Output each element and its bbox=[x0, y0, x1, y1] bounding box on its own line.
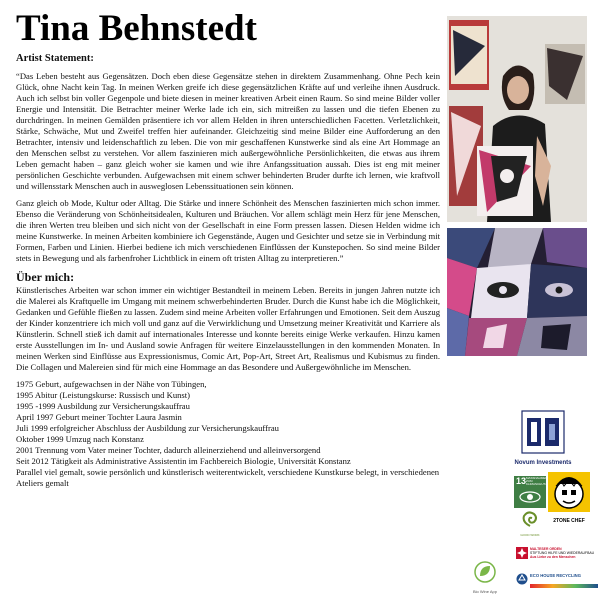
timeline-item: 1995 Abitur (Leistungskurse: Russisch und Kunst) bbox=[16, 390, 191, 400]
novum-label: Novum Investments bbox=[514, 460, 572, 466]
timeline-item: Juli 1999 erfolgreicher Abschluss der Ausbildung zur Versicherungskauffrau bbox=[16, 423, 279, 433]
timeline-item: 1995 -1999 Ausbildung zur Versicherungskauffrau bbox=[16, 401, 190, 411]
two-tone-chef-logo bbox=[546, 472, 592, 522]
statement-heading: Artist Statement: bbox=[16, 53, 94, 64]
maltese-cross-icon bbox=[516, 547, 528, 559]
artist-photo bbox=[447, 16, 587, 222]
about-heading: Über mich: bbox=[16, 270, 75, 284]
bio-wine-label: Bio Wine App bbox=[472, 589, 497, 594]
timeline-item: Seit 2012 Tätigkeit als Administrative Assistentin im Fachbereich Biologie, Universität Konstanz bbox=[16, 456, 351, 466]
malteser-text bbox=[530, 547, 594, 559]
novum-mark-icon bbox=[521, 410, 565, 454]
bio-wine-logo bbox=[470, 560, 500, 594]
recycle-icon bbox=[516, 573, 528, 585]
spiral-logo bbox=[514, 510, 546, 537]
bio-leaf-icon bbox=[474, 560, 496, 584]
timeline-item: Oktober 1999 Umzug nach Konstanz bbox=[16, 434, 144, 444]
sdg-label: MASSNAHMEN ZUM KLIMASCHUTZ bbox=[526, 476, 548, 486]
timeline-item: April 1997 Geburt meiner Tochter Laura Jasmin bbox=[16, 412, 182, 422]
chef-face-icon bbox=[548, 472, 590, 512]
eye-globe-icon bbox=[514, 476, 546, 508]
eco-house-label: ECO HOUSE RECYCLING bbox=[530, 573, 581, 578]
text-column bbox=[16, 52, 440, 489]
spiral-label: GOOD WORK bbox=[520, 533, 540, 537]
statement-paragraph-1: “Das Leben besteht aus Gegensätzen. Doch eben diese Gegensätze stehen in direktem Zusammenhang. Ohne Pech kein Glück, ohne Nacht kein Tag. In meinen Werken greife ich diese gegensätzlichen Kräfte auf und verleihe ihnen Ausdruck. Auch ich selbst bin voller Gegenpole und biete diesen in meiner kreativen Arbeit einen Raum. So sind meine Bilder voller Energie und Intensität. Die Betrachter meiner Werke lade ich ein, sich mitreißen zu lassen und die tiefen Ebenen zu durchdringen. In meinen Gemälden präsentiere ich vor allem Helden in ihren unterschiedlichen Facetten. Verletzlichkeit, Stärke, Schwäche, Mut und Zweifel treffen hier aufeinander. Gleichzeitig sind meine Bilder eine Aufforderung an den Betrachter, intensiv und leidenschaftlich zu leben. Die von mir geschaffenen Kunstwerke sind als eine Art Hommage an den Menschen selbst zu verstehen. Vor allem faszinieren mich außergewöhnliche Persönlichkeiten, die etwas aus ihrem Leben gemacht haben – ganz gleich woher sie kamen und wie ihre Anfangssituation aussah. Dies ist eng mit meiner persönlichen Geschichte verbunden. Aufgewachsen mit einem schwer behinderten Bruder durfte ich lernen, wie kraftvoll und willensstark Menschen auch in ausweglosen Lebenssituationen sein können. bbox=[16, 71, 440, 191]
timeline-item: Parallel viel gemalt, sowie persönlich und künstlerisch weiterentwickelt, verschiedene Kunstkurse belegt, in verschiedenen Ateliers gemalt bbox=[16, 467, 440, 488]
page-title: Tina Behnstedt bbox=[16, 8, 257, 49]
malteser-slogan: Aus Liebe zu den Menschen bbox=[530, 555, 576, 559]
malteser-subtitle: STIFTUNG HILFE UND WIEDERAUFBAU bbox=[530, 551, 595, 555]
artwork-image bbox=[447, 228, 587, 356]
timeline-list bbox=[16, 379, 440, 489]
spiral-icon bbox=[520, 510, 540, 528]
about-paragraph: Künstlerisches Arbeiten war schon immer ein wichtiger Bestandteil in meinem Leben. Bereits in jungen Jahren nutzte ich die Malerei als Kraftquelle im Umgang mit meinem schwerbehinderten Bruder. Durch die Kunst habe ich die Möglichkeit, Gedanken und Gefühle fließen zu lassen. Zudem sind meine Arbeiten voller Erfahrungen und Emotionen. Seit dem Auszug der Kinder konzentriere ich mich voll und ganz auf die Verwirklichung und Umsetzung meiner Kreativität und Karriere als Künstlerin. Schnell stieß ich damit auf internationales Interesse und konnte bereits einige Werke verkaufen. Hinzu kamen erste Ausstellungen im In- und Ausland sowie Anfragen für weitere Einzelausstellungen in den kommenden Monaten. In meinen Werken sind Einflüsse aus Expressionismus, Comic Art, Pop-Art, Street Art, Realismus und Kubismus zu finden. Die Collagen und Malereien sind für mich eine Hommage an das Besondere und Außergewöhnliche im Menschen. bbox=[16, 285, 440, 372]
timeline-item: 1975 Geburt, aufgewachsen in der Nähe von Tübingen, bbox=[16, 379, 207, 389]
eco-house-logo bbox=[516, 570, 600, 594]
sdg-13-badge bbox=[514, 476, 546, 508]
malteser-name: MALTESER ORDEN bbox=[530, 547, 562, 551]
eco-house-bar bbox=[530, 584, 598, 588]
sdg-number: 13 bbox=[516, 476, 527, 486]
timeline-item: 2001 Trennung vom Vater meiner Tochter, dadurch alleinerziehend und alleinversorgend bbox=[16, 445, 321, 455]
statement-paragraph-2: Ganz gleich ob Mode, Kultur oder Alltag. Die Stärke und innere Schönheit des Menschen faszinierten mich schon immer. Ebenso die Veränderung von Schönheitsidealen, Kulturen und Bräuchen. Vor allem schlägt mein Herz für jene Menschen, die ihren Werten treu bleiben und sich nicht von der Gesellschaft in eine Form pressen lassen. Diesen Helden widme ich meine Kunstwerke. In meinen Arbeiten kombiniere ich Gegenstände, Augen und Gesichter und setze sie in Verbindung mit Formen, Farben und Linien. Hierbei bediene ich mich verschiedenen Einflüssen der Kunstepochen. So sind meine Bilder stets in Bewegung und als farbenfroher Lichtblick in einem oft tristen Alltag zu interpretieren.” bbox=[16, 198, 440, 263]
novum-logo bbox=[514, 410, 572, 470]
two-tone-chef-label: 2TONE CHEF bbox=[553, 518, 585, 524]
malteser-logo bbox=[516, 545, 600, 567]
